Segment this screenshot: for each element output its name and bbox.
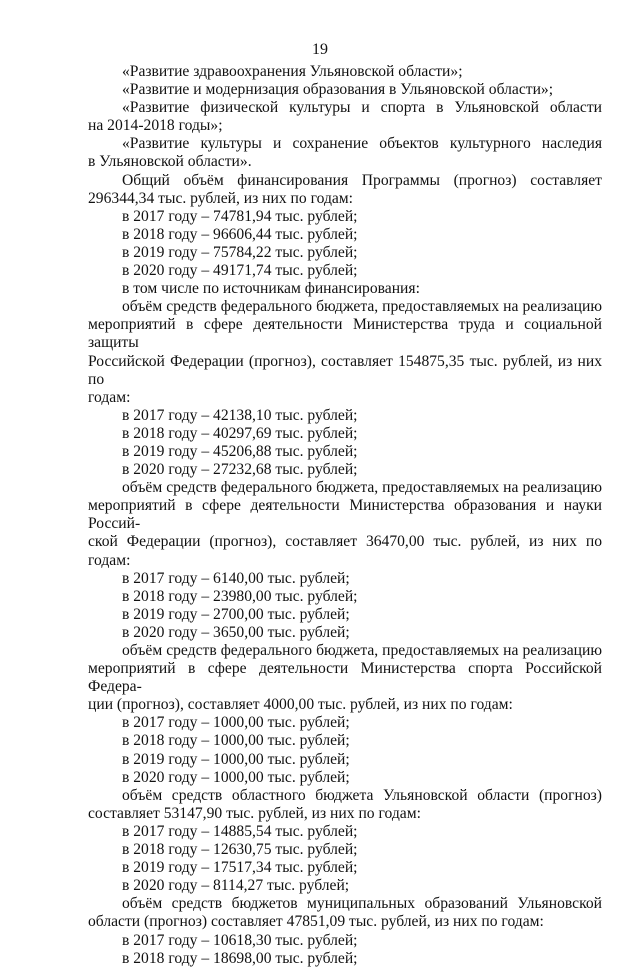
text-line: годам: (88, 388, 131, 406)
text-line: мероприятий в сфере деятельности Министерства спорта Российской Федера- (88, 660, 602, 696)
text-line: «Развитие физической культуры и спорта в Ульяновской области (122, 99, 602, 117)
text-line: в 2017 году – 6140,00 тыс. рублей; (122, 569, 350, 587)
text-line: в 2019 году – 2700,00 тыс. рублей; (122, 605, 350, 623)
text-line: в 2019 году – 75784,22 тыс. рублей; (122, 243, 358, 261)
text-line: ции (прогноз), составляет 4000,00 тыс. рублей, из них по годам: (88, 696, 513, 714)
page-number: 19 (312, 41, 328, 58)
text-line: объём средств федерального бюджета, предоставляемых на реализацию (122, 642, 602, 659)
text-line: в 2017 году – 74781,94 тыс. рублей; (122, 207, 358, 225)
text-line: в Ульяновской области». (88, 153, 252, 171)
text-line: в 2018 году – 23980,00 тыс. рублей; (122, 587, 358, 605)
text-line: в 2018 году – 96606,44 тыс. рублей; (122, 225, 358, 243)
text-line: мероприятий в сфере деятельности Министерства труда и социальной защиты (88, 316, 602, 352)
text-line: Российской Федерации (прогноз), составляет 154875,35 тыс. рублей, из них по (88, 352, 602, 388)
text-line: в 2019 году – 17517,34 тыс. рублей; (122, 859, 358, 877)
text-line: объём средств федерального бюджета, предоставляемых на реализацию (122, 479, 602, 497)
text-line: в 2019 году – 45206,88 тыс. рублей; (122, 442, 358, 460)
text-line: в 2018 году – 1000,00 тыс. рублей; (122, 732, 350, 750)
text-line: объём средств федерального бюджета, предоставляемых на реализацию (122, 298, 602, 316)
text-line: 296344,34 тыс. рублей, из них по годам: (88, 189, 353, 207)
text-line: в 2018 году – 40297,69 тыс. рублей; (122, 424, 358, 442)
text-line: в 2020 году – 8114,27 тыс. рублей; (122, 877, 350, 895)
text-line: в 2020 году – 3650,00 тыс. рублей; (122, 623, 350, 641)
text-line: в 2017 году – 1000,00 тыс. рублей; (122, 714, 350, 732)
text-line: на 2014-2018 годы»; (88, 117, 223, 135)
text-line: в 2020 году – 27232,68 тыс. рублей; (122, 461, 358, 479)
text-line: «Развитие и модернизация образования в Ульяновской области»; (122, 81, 554, 99)
text-line: в 2017 году – 42138,10 тыс. рублей; (122, 406, 358, 424)
text-line: в 2018 году – 18698,00 тыс. рублей; (122, 949, 358, 967)
text-line: составляет 53147,90 тыс. рублей, из них по годам: (88, 804, 421, 822)
text-line: объём средств бюджетов муниципальных образований Ульяновской (122, 895, 602, 913)
text-line: «Развитие здравоохранения Ульяновской области»; (122, 63, 463, 80)
text-line: мероприятий в сфере деятельности Министерства образования и науки Россий- (88, 497, 602, 533)
text-line: объём средств областного бюджета Ульяновской области (прогноз) (122, 786, 602, 804)
text-line: «Развитие культуры и сохранение объектов культурного наследия (122, 135, 602, 153)
text-line: в том числе по источникам финансирования: (122, 280, 420, 298)
text-line: в 2017 году – 10618,30 тыс. рублей; (122, 931, 358, 949)
text-line: в 2019 году – 1000,00 тыс. рублей; (122, 750, 350, 768)
text-line: Общий объём финансирования Программы (прогноз) составляет (122, 171, 602, 189)
text-line: области (прогноз) составляет 47851,09 тыс. рублей, из них по годам: (88, 913, 544, 931)
text-line: ской Федерации (прогноз), составляет 36470,00 тыс. рублей, из них по годам: (88, 533, 602, 569)
text-line: в 2018 году – 12630,75 тыс. рублей; (122, 841, 358, 859)
text-line: в 2020 году – 49171,74 тыс. рублей; (122, 262, 358, 280)
text-line: в 2020 году – 1000,00 тыс. рублей; (122, 768, 350, 786)
text-line: в 2017 году – 14885,54 тыс. рублей; (122, 822, 358, 840)
document-body (88, 63, 602, 968)
